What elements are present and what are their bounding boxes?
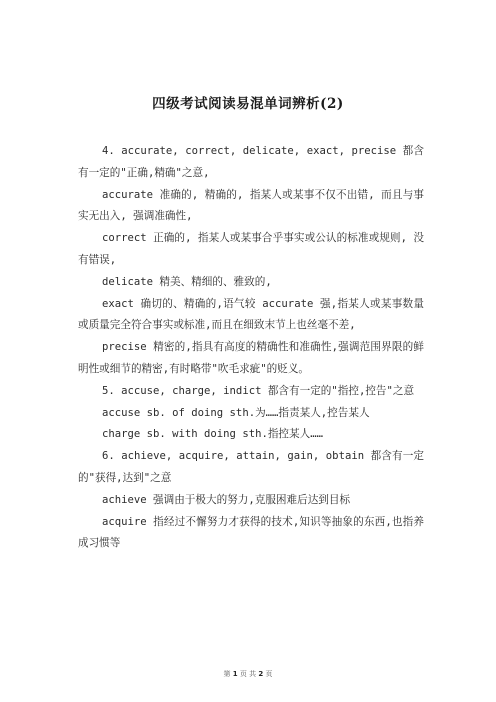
footer-suffix: 页 [265, 670, 273, 678]
paragraph-charge: charge sb. with doing sth.指控某人…… [102, 428, 323, 441]
document-body [78, 141, 424, 555]
footer-prefix: 第 [223, 670, 231, 678]
paragraph-5-intro: 5. accuse, charge, indict 都含有一定的"指控,控告"之意 [102, 384, 415, 397]
paragraph-accurate: accurate 准确的, 精确的, 指某人或某事不仅不出错, 而且与事实无出入, 强调准确性, [78, 188, 424, 223]
footer-current-page: 1 [232, 670, 238, 678]
paragraph-6-intro: 6. achieve, acquire, attain, gain, obtain 都含有一定的"获得,达到"之意 [78, 450, 424, 484]
footer-middle: 页 共 [239, 670, 257, 678]
page-footer [0, 669, 496, 679]
page-title: 四级考试阅读易混单词辨析(2) [152, 96, 344, 112]
paragraph-delicate: delicate 精美、精细的、雅致的, [102, 275, 272, 288]
footer-total-pages: 2 [258, 670, 264, 678]
paragraph-4-intro: 4. accurate, correct, delicate, exact, precise 都含有一定的"正确,精确"之意, [78, 145, 424, 179]
paragraph-accuse: accuse sb. of doing sth.为……指责某人,控告某人 [102, 406, 370, 419]
paragraph-acquire: acquire 指经过不懈努力才获得的技术,知识等抽象的东西,也指养成习惯等 [78, 515, 424, 550]
paragraph-correct: correct 正确的, 指某人或某事合乎事实或公认的标准或规则, 没有错误, [78, 232, 424, 266]
paragraph-precise: precise 精密的,指具有高度的精确性和准确性,强调范围界限的鲜明性或细节的精密,有时略带"吹毛求疵"的贬义。 [78, 341, 424, 375]
paragraph-exact: exact 确切的、精确的,语气较 accurate 强,指某人或某事数量或质量完全符合事实或标准,而且在细致末节上也丝毫不差, [78, 297, 424, 332]
paragraph-achieve: achieve 强调由于极大的努力,克服困难后达到目标 [102, 493, 351, 506]
